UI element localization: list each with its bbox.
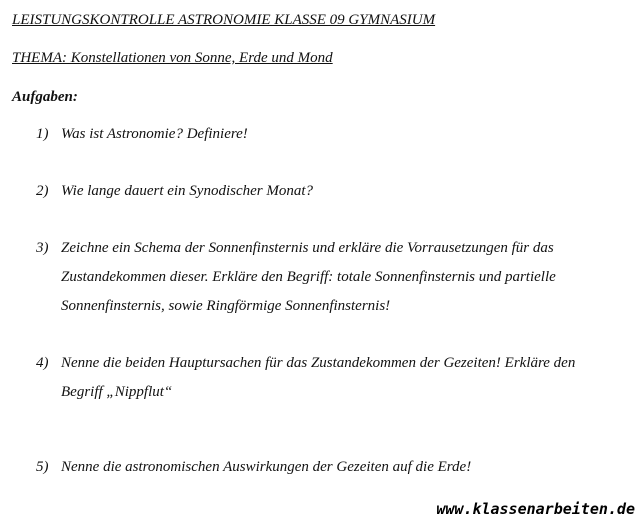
- task-text-line: Nenne die beiden Hauptursachen für das Zustandekommen der Gezeiten! Erkläre den: [61, 355, 576, 371]
- task-text-line: Begriff „Nippflut“: [61, 384, 173, 400]
- website-watermark: www.klassenarbeiten.de: [436, 500, 635, 518]
- task-text-line: Zustandekommen dieser. Erkläre den Begriff: totale Sonnenfinsternis und partielle: [61, 269, 556, 285]
- tasks-heading: Aufgaben:: [12, 89, 78, 105]
- document-topic: THEMA: Konstellationen von Sonne, Erde und Mond: [12, 50, 333, 66]
- document-title: LEISTUNGSKONTROLLE ASTRONOMIE KLASSE 09 GYMNASIUM: [12, 12, 436, 28]
- task-number: 3): [36, 240, 49, 256]
- task-number: 5): [36, 459, 49, 475]
- task-number: 4): [36, 355, 49, 371]
- task-number: 1): [36, 126, 49, 142]
- task-text-line: Zeichne ein Schema der Sonnenfinsternis und erkläre die Vorrausetzungen für das: [61, 240, 554, 256]
- task-text-line: Nenne die astronomischen Auswirkungen der Gezeiten auf die Erde!: [61, 459, 472, 475]
- task-text-line: Was ist Astronomie? Definiere!: [61, 126, 248, 142]
- task-number: 2): [36, 183, 49, 199]
- task-text-line: Wie lange dauert ein Synodischer Monat?: [61, 183, 314, 199]
- task-text-line: Sonnenfinsternis, sowie Ringförmige Sonnenfinsternis!: [61, 298, 391, 314]
